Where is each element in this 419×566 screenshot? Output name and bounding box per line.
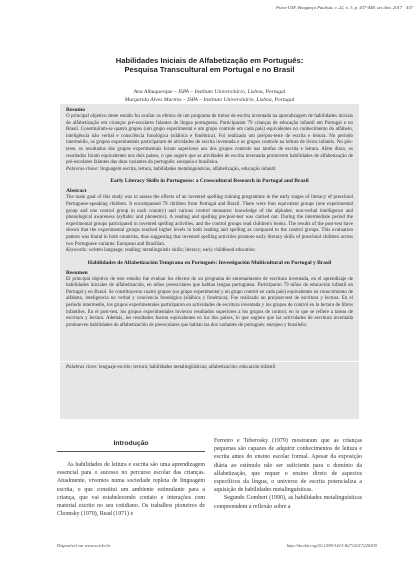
abstract-keywords-list: written language; reading; metalinguistic skills; literacy; early childhood education bbox=[88, 248, 255, 254]
author-list bbox=[40, 88, 379, 104]
body-paragraph-2: Segundo Gombert (1990), as habilidades metalinguísticas compreendem a reflexão sobre a bbox=[214, 495, 362, 510]
author-1: Ana Albuquerque – ISPA – Instituto Universitário, Lisboa, Portugal bbox=[133, 89, 286, 95]
introduction-paragraph: As habilidades de leitura e escrita são uma aprendizagem essencial para o sucesso no percurso escolar das crianças. Atualmente, vivemos numa sociedade repleta de linguagem escrita, o que constitui um ambiente estimulante para a criança, que vai estabelecendo contato e interações com material escrito no seu cotidiano. Os trabalhos pioneiros de Chomsky (1970), Read (1971) e bbox=[57, 462, 205, 518]
resumen-keywords-box bbox=[60, 361, 359, 419]
introduction-heading: Introdução bbox=[57, 440, 205, 452]
abstract-box bbox=[60, 104, 359, 361]
body-paragraph-1: Ferreiro e Teberosky (1979) mostraram que as crianças pequenas são capazes de adquirir conhecimentos de leitura e escrita antes do ensino escolar formal. Apesar da exposição diária ao estímulo não ser suficiente para o domínio da alfabetização, que requer o ensino direto de aspectos específicos da língua, o universo de escrita potencializa a aquisição de habilidades metalinguísticas. bbox=[214, 438, 362, 494]
abstract-keywords bbox=[66, 248, 353, 255]
title-line-1: Habilidades Iniciais de Alfabetização em Português: bbox=[115, 56, 304, 65]
resumen-heading: Resumen bbox=[66, 269, 88, 276]
resumo-keywords bbox=[66, 167, 353, 174]
resumen-text: El principal objetivo de este estudio fue evaluar los efectos de un programa de entrenamiento de escritura inventada, en el aprendizaje de habilidades iniciales de alfabetización, en niños preescolares que hablan lengua portuguesa. Participaron 79 niños de educación infantil en Portugal y en Brasil. Se constituyeron cuatro grupos (un grupo experimental y un grupo control en cada país) equivalentes en conocimiento de alfabeto, inteligencia no verbal y conciencia fonológica (silábica y fonémica). Fue realizado un pre/post-test de escritura y lectura. En el período intermedio, los grupos experimentales participaron en actividades de escritura inventada y los grupos de control en la lectura de libros infantiles. En el post-test, los grupos experimentales tuvieron resultados superiores a los grupos de control, en lo que se refiere a tareas de escritura y lectura. Además, los resultados fueron equivalentes en los dos países, lo que sugiere que las actividades de escritura inventada promueven habilidades de alfabetización de preescolares que hablan las dos variantes de portugués: europeo y brasileño. bbox=[66, 276, 353, 328]
article-title bbox=[40, 56, 379, 74]
resumen-keywords-label: Palabras clave: bbox=[66, 365, 98, 370]
availability-note: Disponível em www.scielo.br bbox=[57, 543, 111, 548]
journal-citation: Psico-USF, Bragança Paulista, v. 22, n. 3, p. 437-448, set./dez. 2017 bbox=[275, 5, 403, 10]
author-2: Margarida Alves Martins – ISPA – Instituto Universitário, Lisboa, Portugal bbox=[124, 97, 295, 103]
spanish-title: Habilidades de Alfabetización Temprana en Portugués: Investigación Multicultural en Portugal y Brasil bbox=[87, 259, 332, 266]
resumo-keywords-label: Palavras-chave: bbox=[66, 166, 100, 172]
left-column bbox=[57, 440, 205, 518]
right-column bbox=[214, 437, 362, 511]
resumen-keywords bbox=[66, 365, 353, 372]
abstract-keywords-label: Keywords: bbox=[66, 248, 88, 254]
resumo-keywords-list: linguagem escrita, leitura, habilidades metalinguísticas, alfabetização, educação infantil bbox=[100, 166, 276, 172]
resumo-text: O principal objetivo deste estudo foi avaliar os efeitos de um programa de treino de escrita inventada na aprendizagem de habilidades iniciais de alfabetização em crianças pré-escolares falantes de língua portuguesa. Participaram 79 crianças de educação infantil em Portugal e no Brasil. Constituíram-se quatro grupos (um grupo experimental e um grupo controle em cada país) equivalentes no conhecimento do alfabeto, inteligência não verbal e consciência fonológica (silábica e fonêmica). Foi realizado um pré/pós-teste de escrita e leitura. No período intermédio, os grupos experimentais participaram de atividades de escrita inventada e os grupos controle na leitura de livros infantis. No pós-teste, os resultados dos grupos experimentais foram superiores aos dos grupos controle nas tarefas de escrita e leitura. Além disso, os resultados foram equivalentes nos dois países, o que sugere que as atividades de escrita inventada promovem habilidades de alfabetização de pré-escolares falantes das duas variantes do português: europeia e brasileira. bbox=[66, 114, 353, 166]
abstract-heading: Abstract bbox=[66, 188, 87, 195]
resumo-heading: Resumo bbox=[66, 107, 85, 113]
resumen-keywords-list: lenguaje escrito; lectura; habilidades metalingüísticas; alfabetización; educación infantil bbox=[99, 365, 276, 370]
abstract-text: The main goal of this study was to assess the effects of an invented spelling training programme in the early stages of literacy of preschool Portuguese-speaking children. It encompassed 79 children from Portugal and Brazil. There were four equivalent groups (one experimental group and one control group in each country) and various control measures: knowledge of the alphabet, non-verbal intelligence and phonological awareness (syllabic and phonemic). A reading and spelling pre/post-test was carried out. During the intermediate period the experimental groups participated in invented spelling activities, and the control groups read children's books. The results of the post-test have shown that the experimental groups reached higher levels in both reading and spelling as compared to the control groups. This evaluation pattern was found in both countries, thus suggesting that invented spelling activities promote early literacy skills of preschool children across two Portuguese variants: European and Brazilian. bbox=[66, 195, 353, 247]
english-title: Early Literacy Skills in Portuguese: a Crosscultural Research in Portugal and Brazil bbox=[110, 178, 309, 185]
title-line-2: Pesquisa Transcultural em Portugal e no Brasil bbox=[124, 65, 295, 74]
doi-link[interactable]: http://dx.doi.org/10.1590/1413-82712017220305 bbox=[286, 543, 377, 548]
running-head bbox=[276, 5, 413, 10]
page-number: 437 bbox=[406, 5, 413, 10]
